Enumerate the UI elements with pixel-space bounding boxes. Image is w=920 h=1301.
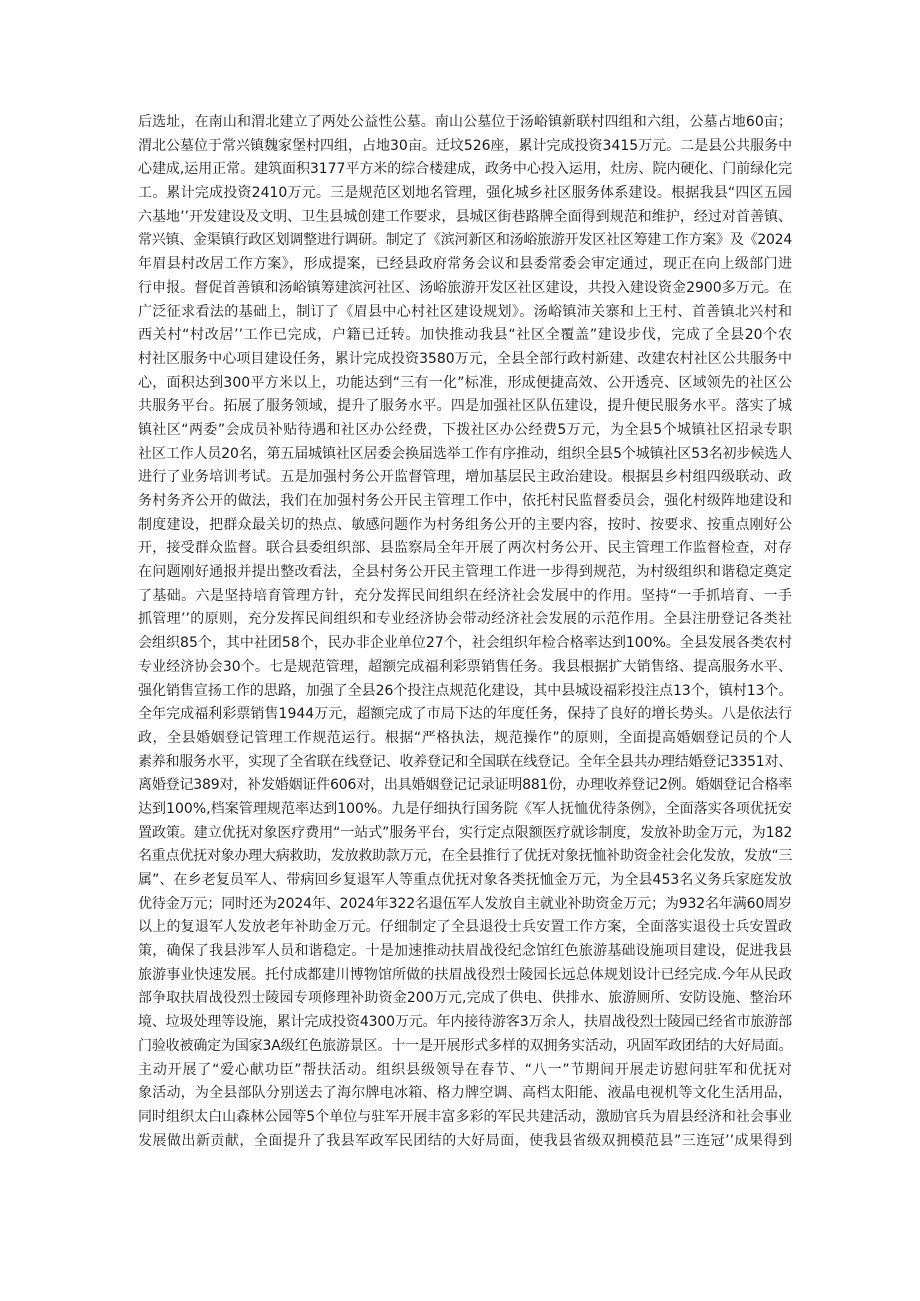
text-line: 素养和服务水平，实现了全省联在线登记、收养登记和全国联在线登记。全年全县共办理结婚登记3351对、 — [138, 753, 792, 770]
text-line: 门验收被确定为国家3A级红色旅游景区。十一是开展形式多样的双拥务实活动，巩固军政团结的大好局面。 — [138, 1037, 793, 1054]
text-line: 境、垃圾处理等设施，累计完成投资4300万元。年内接待游客3万余人，扶眉战役烈士陵园已经省市旅游部 — [138, 1014, 792, 1031]
text-line: 主动开展了“爱心献功臣”帮扶活动。组织县级领导在春节、“八一”节期间开展走访慰问驻军和优抚对 — [138, 1061, 792, 1078]
text-line: 发展做出新贡献，全面提升了我县军政军民团结的大好局面，使我县省级双拥模范县”三连冠’’成果得到 — [138, 1132, 792, 1149]
text-line: 名重点优抚对象办理大病救助，发放救助款万元，在全县推行了优抚对象抚恤补助资金社会化发放，发放“三 — [138, 848, 793, 865]
text-line: 旅游事业快速发展。托付成都建川博物馆所做的扶眉战役烈士陵园长远总体规划设计已经完成.今年从民政 — [138, 966, 792, 983]
text-line: 共服务平台。拓展了服务领域，提升了服务水平。四是加强社区队伍建设，提升便民服务水平。落实了城 — [138, 398, 792, 415]
text-line: 后选址，在南山和渭北建立了两处公益性公墓。南山公墓位于汤峪镇新联村四组和六组，公墓占地60亩； — [138, 114, 792, 130]
text-line: 全年完成福利彩票销售1944万元，超额完成了市局下达的年度任务，保持了良好的增长势头。八是依法行 — [138, 706, 792, 723]
text-line: 进行了业务培训考试。五是加强村务公开监督管理，增加基层民主政治建设。根据县乡村组四级联动、政 — [138, 469, 792, 486]
text-line: 离婚登记389对，补发婚姻证件606对，出具婚姻登记记录证明881份，办理收养登记2例。婚姻登记合格率 — [138, 777, 793, 794]
text-line: 开，接受群众监督。联合县委组织部、县监察局全年开展了两次村务公开、民主管理工作监督检查，对存 — [138, 540, 792, 557]
text-line: 常兴镇、金渠镇行政区划调整进行调研。制定了《滨河新区和汤峪旅游开发区社区筹建工作方案》及《2024 — [138, 232, 792, 249]
text-line: 达到100%,档案管理规范率达到100%。九是仔细执行国务院《军人抚恤优待条例》，全面落实各项优抚安 — [138, 800, 792, 817]
text-line: 强化销售宣扬工作的思路，加强了全县26个投注点规范化建设，其中县城设福彩投注点13个，镇村13个。 — [138, 682, 793, 699]
text-line: 工。累计完成投资2410万元。三是规范区划地名管理，强化城乡社区服务体系建设。根据我县“四区五园 — [138, 185, 792, 202]
document-body — [138, 111, 792, 1153]
text-line: 务村务齐公开的做法，我们在加强村务公开民主管理工作中，依托村民监督委员会，强化村级阵地建设和 — [138, 493, 792, 509]
text-line: 镇社区“两委”会成员补贴待遇和社区办公经费，下拨社区办公经费5万元，为全县5个城镇社区招录专职 — [138, 421, 792, 438]
text-line: 制度建设，把群众最关切的热点、敏感问题作为村务组务公开的主要内容，按时、按要求、按重点刚好公 — [138, 516, 792, 533]
text-line: 专业经济协会30个。七是规范管理，超额完成福利彩票销售任务。我县根据扩大销售络、提高服务水平、 — [138, 658, 792, 675]
text-line: 优待金万元；同时还为2024年、2024年322名退伍军人发放自主就业补助资金万元；为932名年满60周岁 — [138, 895, 792, 912]
text-line: 渭北公墓位于常兴镇魏家堡村四组，占地30亩。迁坟526座，累计完成投资3415万元。二是县公共服务中 — [138, 137, 793, 154]
text-line: 了基础。六是坚持培育管理方针，充分发挥民间组织在经济社会发展中的作用。坚持“一手抓培育、一手 — [138, 587, 792, 604]
text-line: 属”、在乡老复员军人、带病回乡复退军人等重点优抚对象各类抚恤金万元，为全县453名义务兵家庭发放 — [138, 872, 792, 888]
text-line: 心建成,运用正常。建筑面积3177平方米的综合楼建成，政务中心投入运用，灶房、院内硬化、门前绿化完 — [138, 161, 793, 178]
text-line: 部争取扶眉战役烈士陵园专项修理补助资金200万元,完成了供电、供排水、旅游厕所、安防设施、整治环 — [138, 990, 792, 1007]
text-line: 年眉县村改居工作方案》，形成提案，已经县政府常务会议和县委常委会审定通过，现正在向上级部门进 — [138, 256, 792, 273]
text-line: 同时组织太白山森林公园等5个单位与驻军开展丰富多彩的军民共建活动，激励官兵为眉县经济和社会事业 — [138, 1108, 792, 1125]
text-line: 以上的复退军人发放老年补助金万元。仔细制定了全县退役士兵安置工作方案，全面落实退役士兵安置政 — [138, 919, 792, 936]
text-line: 六基地’’开发建设及文明、卫生县城创建工作要求，县城区街巷路牌全面得到规范和维护，经过对首善镇、 — [138, 208, 792, 225]
text-line: 政，全县婚姻登记管理工作规范运行。根据“严格执法，规范操作”的原则，全面提高婚姻登记员的个人 — [138, 729, 792, 746]
text-line: 西关村“村改居’’工作已完成，户籍已迁转。加快推动我县“社区全覆盖”建设步伐，完成了全县20个农 — [138, 327, 792, 344]
text-line: 行申报。督促首善镇和汤峪镇筹建滨河社区、汤峪旅游开发区社区建设，共投入建设资金2900多万元。在 — [138, 279, 792, 296]
text-line: 在问题刚好通报并提出整改看法，全县村务公开民主管理工作进一步得到规范，为村级组织和谐稳定奠定 — [138, 564, 792, 581]
text-line: 社区工作人员20名，第五届城镇社区居委会换届选举工作有序推动，组织全县5个城镇社区53名初步候选人 — [138, 445, 792, 462]
text-line: 策，确保了我县涉军人员和谐稳定。十是加速推动扶眉战役纪念馆红色旅游基础设施项目建设，促进我县 — [138, 943, 792, 960]
text-line: 抓管理’’的原则，充分发挥民间组织和专业经济协会带动经济社会发展的示范作用。全县注册登记各类社 — [138, 611, 792, 628]
text-line: 会组织85个，其中社团58个，民办非企业单位27个，社会组织年检合格率达到100%。全县发展各类农村 — [138, 635, 792, 652]
text-line: 象活动，为全县部队分别送去了海尔牌电冰箱、格力牌空调、高档太阳能、液晶电视机等文化生活用品， — [138, 1085, 792, 1102]
text-line: 村社区服务中心项目建设任务，累计完成投资3580万元，全县全部行政村新建、改建农村社区公共服务中 — [138, 350, 792, 367]
text-line: 广泛征求看法的基础上，制订了《眉县中心村社区建设规划》。汤峪镇沛关寨和上王村、首善镇北兴村和 — [138, 303, 792, 320]
text-line: 置政策。建立优抚对象医疗费用“一站式”服务平台，实行定点限额医疗就诊制度，发放补助金万元，为182 — [138, 824, 793, 841]
text-line: 心，面积达到300平方米以上，功能达到“三有一化”标准，形成便捷高效、公开透亮、区域领先的社区公 — [138, 374, 792, 391]
